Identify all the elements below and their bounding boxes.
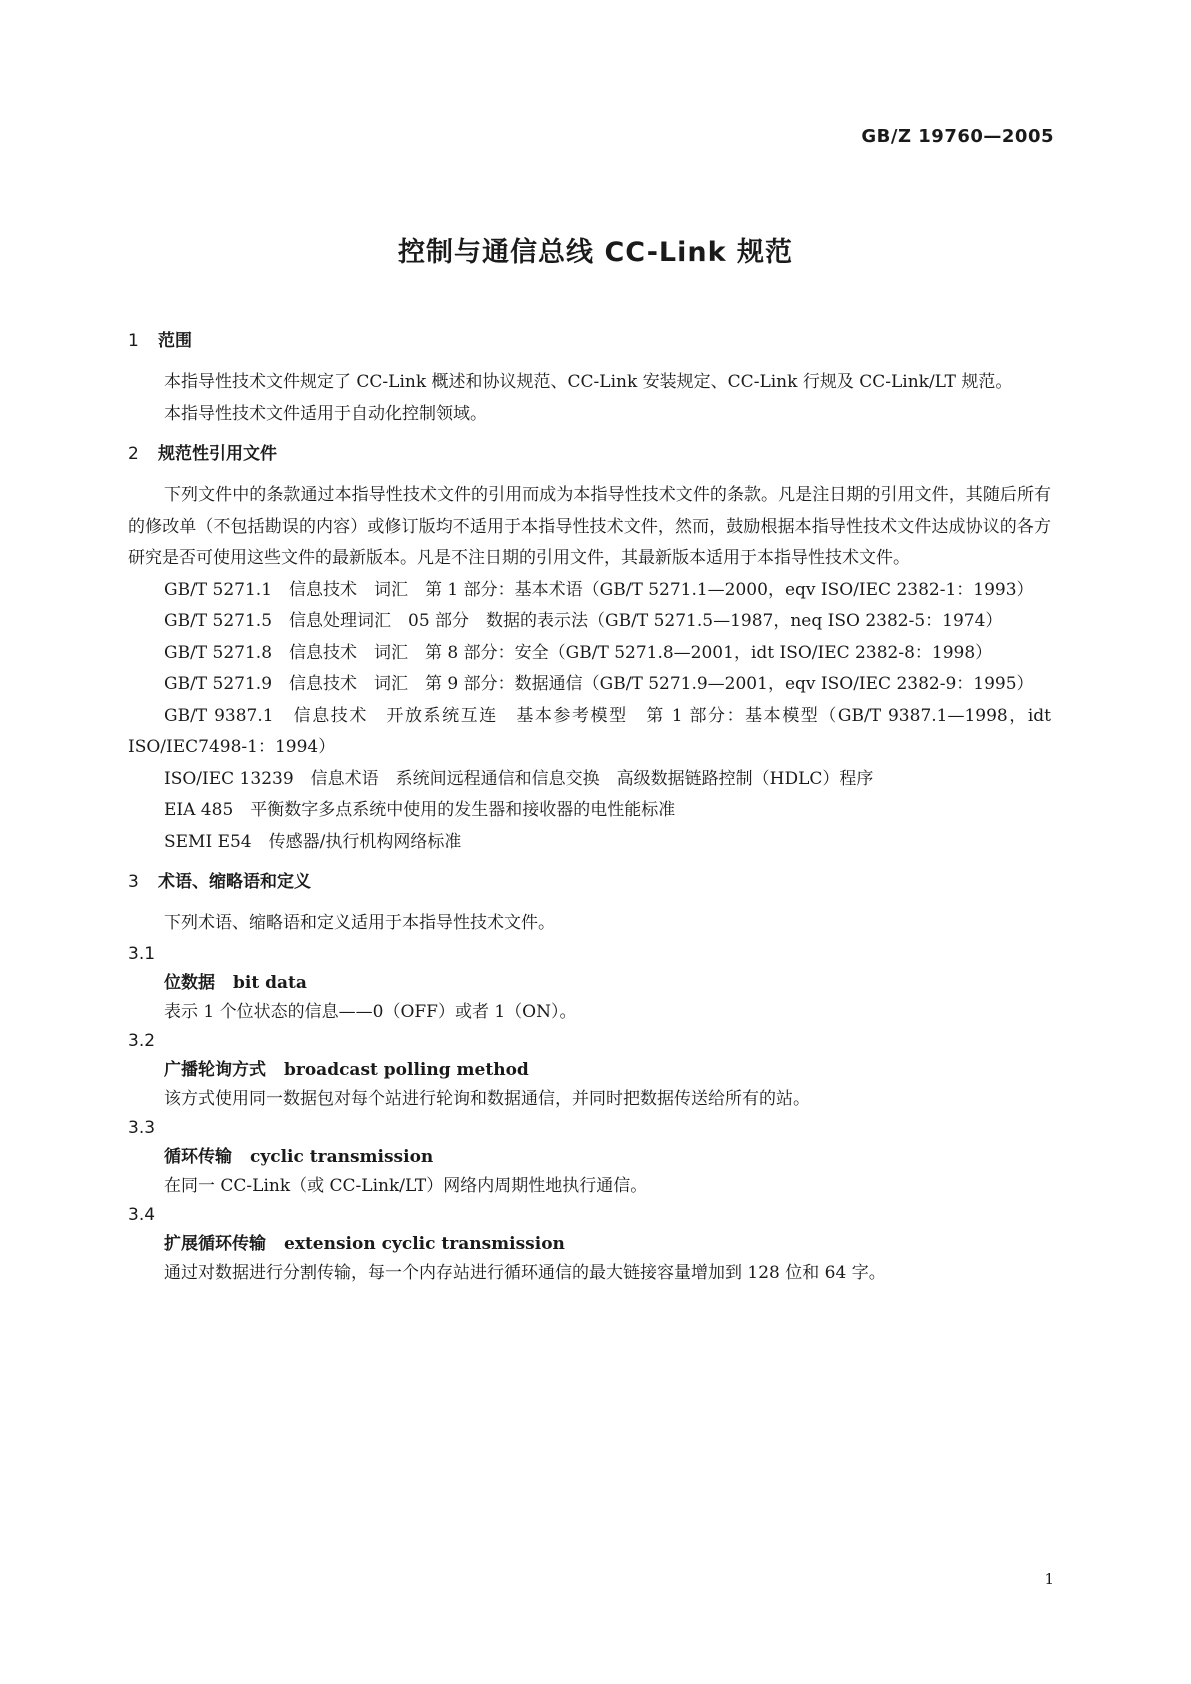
term-entry bbox=[128, 940, 1051, 1027]
reference-item: GB/T 5271.1 信息技术 词汇 第 1 部分：基本术语（GB/T 5271.1—2000，eqv ISO/IEC 2382-1：1993） bbox=[164, 579, 1034, 600]
term-en: bit data bbox=[233, 972, 307, 993]
term-definition: 表示 1 个位状态的信息——0（OFF）或者 1（ON）。 bbox=[164, 1001, 577, 1022]
term-definition: 通过对数据进行分割传输，每一个内存站进行循环通信的最大链接容量增加到 128 位和 64 字。 bbox=[164, 1262, 886, 1283]
term-en: extension cyclic transmission bbox=[284, 1233, 565, 1254]
term-entry bbox=[128, 1201, 1051, 1288]
section-number: 3 bbox=[128, 872, 139, 892]
section-heading-2 bbox=[128, 440, 1051, 468]
section-number: 1 bbox=[128, 331, 139, 351]
section-number: 2 bbox=[128, 444, 139, 464]
term-name bbox=[128, 969, 1051, 998]
section-title: 范围 bbox=[158, 331, 192, 351]
paragraph: 下列术语、缩略语和定义适用于本指导性技术文件。 bbox=[164, 913, 555, 933]
section-heading-3 bbox=[128, 868, 1051, 896]
page-number: 1 bbox=[1044, 1570, 1054, 1588]
reference-item: GB/T 9387.1 信息技术 开放系统互连 基本参考模型 第 1 部分：基本模型（GB/T 9387.1—1998，idt ISO/IEC7498-1：1994） bbox=[128, 705, 1051, 757]
term-name bbox=[128, 1230, 1051, 1259]
standard-number: GB/Z 19760—2005 bbox=[861, 126, 1054, 147]
section-title: 规范性引用文件 bbox=[158, 444, 277, 464]
paragraph: 下列文件中的条款通过本指导性技术文件的引用而成为本指导性技术文件的条款。凡是注日期的引用文件，其随后所有的修改单（不包括勘误的内容）或修订版均不适用于本指导性技术文件，然而，鼓励根据本指导性技术文件达成协议的各方研究是否可使用这些文件的最新版本。凡是不注日期的引用文件，其最新版本适用于本指导性技术文件。 bbox=[128, 485, 1051, 568]
section-title: 术语、缩略语和定义 bbox=[158, 872, 311, 892]
section-heading-1 bbox=[128, 327, 1051, 355]
term-zh: 广播轮询方式 bbox=[164, 1059, 266, 1080]
reference-item: EIA 485 平衡数字多点系统中使用的发生器和接收器的电性能标准 bbox=[164, 800, 676, 820]
term-entry bbox=[128, 1027, 1051, 1114]
paragraph: 本指导性技术文件适用于自动化控制领域。 bbox=[164, 403, 487, 424]
term-number: 3.3 bbox=[128, 1117, 156, 1138]
term-zh: 循环传输 bbox=[164, 1146, 232, 1167]
term-zh: 位数据 bbox=[164, 972, 215, 993]
term-en: cyclic transmission bbox=[250, 1146, 434, 1167]
term-number: 3.2 bbox=[128, 1030, 156, 1051]
term-definition: 该方式使用同一数据包对每个站进行轮询和数据通信，并同时把数据传送给所有的站。 bbox=[164, 1088, 810, 1109]
reference-item: SEMI E54 传感器/执行机构网络标准 bbox=[164, 831, 462, 852]
term-name bbox=[128, 1143, 1051, 1172]
reference-item: GB/T 5271.9 信息技术 词汇 第 9 部分：数据通信（GB/T 5271.9—2001，eqv ISO/IEC 2382-9：1995） bbox=[164, 674, 1034, 694]
term-number: 3.1 bbox=[128, 943, 156, 964]
term-definition: 在同一 CC-Link（或 CC-Link/LT）网络内周期性地执行通信。 bbox=[164, 1175, 648, 1196]
term-name bbox=[128, 1056, 1051, 1085]
term-zh: 扩展循环传输 bbox=[164, 1233, 266, 1254]
term-en: broadcast polling method bbox=[284, 1059, 529, 1080]
document-title: 控制与通信总线 CC-Link 规范 bbox=[398, 237, 793, 268]
reference-item: GB/T 5271.5 信息处理词汇 05 部分 数据的表示法（GB/T 5271.5—1987，neq ISO 2382-5：1974） bbox=[164, 611, 1003, 631]
term-number: 3.4 bbox=[128, 1204, 156, 1225]
paragraph: 本指导性技术文件规定了 CC-Link 概述和协议规范、CC-Link 安装规定、CC-Link 行规及 CC-Link/LT 规范。 bbox=[164, 372, 1013, 392]
term-entry bbox=[128, 1114, 1051, 1201]
document-body bbox=[128, 327, 1051, 1288]
reference-item: GB/T 5271.8 信息技术 词汇 第 8 部分：安全（GB/T 5271.8—2001，idt ISO/IEC 2382-8：1998） bbox=[164, 642, 993, 663]
reference-item: ISO/IEC 13239 信息术语 系统间远程通信和信息交换 高级数据链路控制（HDLC）程序 bbox=[164, 768, 874, 789]
